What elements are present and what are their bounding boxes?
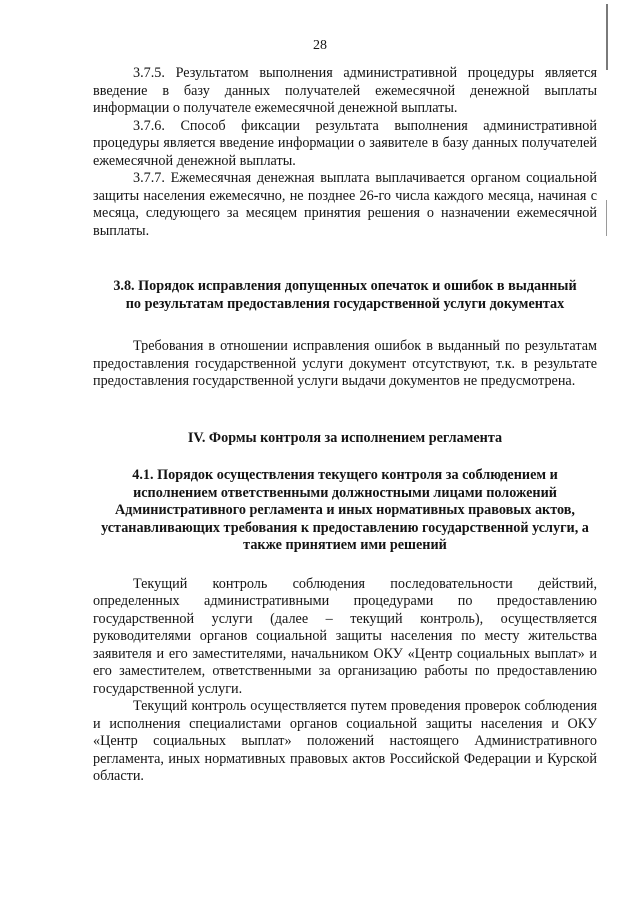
page-content xyxy=(93,65,597,786)
page-edge-line xyxy=(606,200,607,236)
paragraph-3-7-7: 3.7.7. Ежемесячная денежная выплата выплачивается органом социальной защиты населения ежемесячно, не позднее 26-го числа каждого месяца, начиная с месяца, следующего за месяцем принятия решения о назначении ежемесячной выплаты. xyxy=(93,170,597,239)
paragraph-3-7-6: 3.7.6. Способ фиксации результата выполнения административной процедуры является введение информации о заявителе в базу данных получателей ежемесячной денежной выплаты. xyxy=(93,117,597,169)
section-4-1-heading: 4.1. Порядок осуществления текущего контроля за соблюдением и исполнением ответственными должностными лицами положений Административного регламента и иных нормативных правовых актов, устанавливающих требования к предоставлению государственной услуги, а также принятием ими решений xyxy=(101,467,589,553)
paragraph-3-7-5: 3.7.5. Результатом выполнения административной процедуры является введение в базу данных получателей ежемесячной денежной выплаты информации о получателе ежемесячной денежной выплаты. xyxy=(93,65,597,116)
section-4-1-paragraph: Текущий контроль осуществляется путем проведения проверок соблюдения и исполнения специалистами органов социальной защиты населения и ОКУ «Центр социальных выплат» положений настоящего Административного регламента, иных нормативных правовых актов Российской Федерации и Курской области. xyxy=(93,698,597,784)
section-3-8-text: Требования в отношении исправления ошибок в выданный по результатам предоставления государственной услуги документ отсутствуют, т.к. в результате предоставления государственной услуги выдачи документов не предусмотрена. xyxy=(93,338,597,389)
section-4-1-paragraph: Текущий контроль соблюдения последовательности действий, определенных административными процедурами по предоставлению государственной услуги (далее – текущий контроль), осуществляется руководителями органов социальной защиты населения по месту жительства заявителя и его заместителями, начальником ОКУ «Центр социальных выплат» и его заместителем, ответственными за организацию работы по предоставлению государственной услуги. xyxy=(93,575,597,697)
page-edge-line xyxy=(606,4,608,70)
page-number: 28 xyxy=(313,38,327,53)
section-4-heading: IV. Формы контроля за исполнением регламента xyxy=(187,429,503,446)
section-3-8-heading: 3.8. Порядок исправления допущенных опечаток и ошибок в выданный по результатам предоставления государственной услуги документах xyxy=(113,278,577,312)
